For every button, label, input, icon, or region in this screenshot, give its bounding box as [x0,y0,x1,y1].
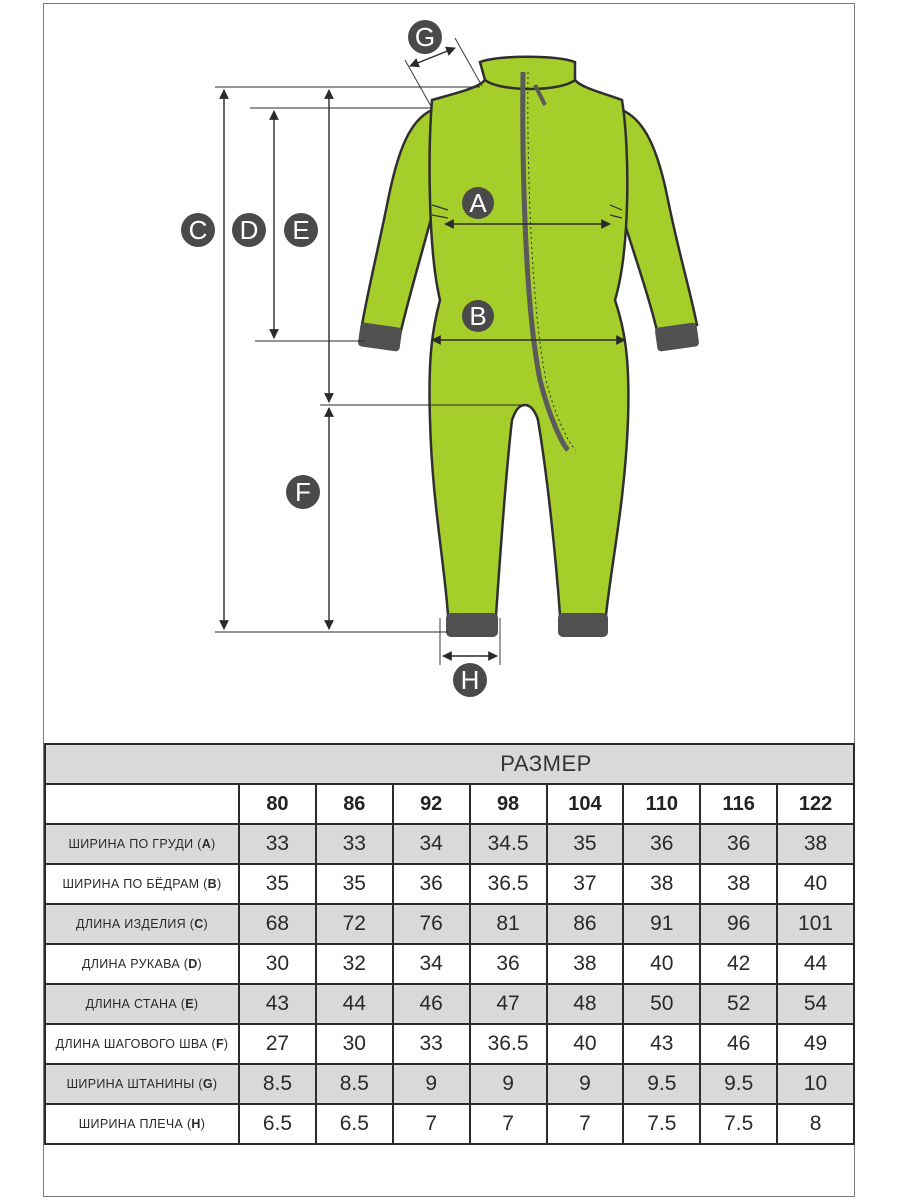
table-cell: 36 [700,824,777,864]
table-cell: 35 [547,824,624,864]
table-cell: 50 [623,984,700,1024]
measurement-label [45,904,239,944]
marker-c [181,213,215,247]
measurement-label-text: ДЛИНА СТАНА ( [85,997,186,1011]
table-cell: 52 [700,984,777,1024]
table-cell: 7 [547,1104,624,1144]
measurement-label-text: ШИРИНА ШТАНИНЫ ( [66,1077,203,1091]
table-row [45,1024,854,1064]
table-cell: 81 [470,904,547,944]
table-cell: 68 [239,904,316,944]
table-cell: 6.5 [316,1104,393,1144]
measurement-label [45,864,239,904]
measurement-label-text: ШИРИНА ПО ГРУДИ ( [68,837,202,851]
table-cell: 54 [777,984,854,1024]
marker-f-label: F [295,477,311,507]
table-cell: 9 [547,1064,624,1104]
measurement-label-letter: H [191,1117,201,1131]
table-cell: 91 [623,904,700,944]
table-cell: 96 [700,904,777,944]
table-cell: 38 [777,824,854,864]
table-cell: 10 [777,1064,854,1104]
measurement-label-letter: C [194,917,204,931]
table-row [45,1064,854,1104]
marker-c-label: C [188,215,208,245]
table-cell: 34 [393,944,470,984]
size-table [44,743,855,1145]
header-spacer [45,744,239,784]
marker-g [408,20,442,54]
measurement-label-text: ШИРИНА ПЛЕЧА ( [78,1117,192,1131]
table-cell: 44 [777,944,854,984]
measurement-label [45,824,239,864]
table-cell: 9.5 [623,1064,700,1104]
size-column-header: 122 [777,784,854,824]
measurement-label-letter: G [202,1077,213,1091]
measurement-label-text: ШИРИНА ПО БЁДРАМ ( [62,877,208,891]
marker-g-label: G [414,22,436,52]
table-cell: 7.5 [700,1104,777,1144]
measurement-label-text: ДЛИНА ИЗДЕЛИЯ ( [76,917,195,931]
measurement-label-letter: B [207,877,217,891]
table-cell: 38 [700,864,777,904]
measurement-label-letter: F [215,1037,224,1051]
table-cell: 7.5 [623,1104,700,1144]
size-header: РАЗМЕР [239,744,854,784]
table-cell: 40 [777,864,854,904]
size-column-header: 92 [393,784,470,824]
measurement-label-close: ) [193,997,199,1011]
table-cell: 34 [393,824,470,864]
table-cell: 72 [316,904,393,944]
table-cell: 27 [239,1024,316,1064]
measurement-label-text: ДЛИНА ШАГОВОГО ШВА ( [55,1037,216,1051]
size-column-header: 98 [470,784,547,824]
table-cell: 44 [316,984,393,1024]
measurement-label-close: ) [216,877,222,891]
table-cell: 76 [393,904,470,944]
table-cell: 36 [393,864,470,904]
table-cell: 43 [239,984,316,1024]
table-cell: 35 [316,864,393,904]
measurement-label-close: ) [211,837,216,851]
size-column-header: 110 [623,784,700,824]
measurement-label [45,1104,239,1144]
measurement-label [45,984,239,1024]
table-cell: 9 [470,1064,547,1104]
table-cell: 38 [623,864,700,904]
size-column-header: 116 [700,784,777,824]
sizes-row-label [45,784,239,824]
table-cell: 34.5 [470,824,547,864]
table-row [45,904,854,944]
marker-d-label: D [239,215,259,245]
table-cell: 49 [777,1024,854,1064]
table-cell: 48 [547,984,624,1024]
marker-e [284,213,318,247]
table-cell: 46 [700,1024,777,1064]
table-cell: 9 [393,1064,470,1104]
marker-a [462,187,494,219]
table-cell: 35 [239,864,316,904]
table-cell: 33 [239,824,316,864]
table-cell: 86 [547,904,624,944]
measurement-label-close: ) [212,1077,218,1091]
table-cell: 36 [470,944,547,984]
table-cell: 40 [547,1024,624,1064]
size-column-header: 86 [316,784,393,824]
table-cell: 101 [777,904,854,944]
jumpsuit-illustration [358,57,700,637]
measurement-label-text: ДЛИНА РУКАВА ( [81,957,189,971]
table-cell: 9.5 [700,1064,777,1104]
table-cell: 38 [547,944,624,984]
table-header-row [45,744,854,784]
size-column-header: 104 [547,784,624,824]
marker-h [453,663,487,697]
measurement-label [45,1064,239,1104]
table-cell: 6.5 [239,1104,316,1144]
table-cell: 36.5 [470,864,547,904]
table-cell: 30 [316,1024,393,1064]
marker-h-label: H [460,665,480,695]
table-cell: 36 [623,824,700,864]
marker-b [462,300,494,332]
marker-a-label: A [469,188,487,218]
table-row [45,1104,854,1144]
measurement-label-close: ) [197,957,202,971]
measurement-label-close: ) [223,1037,229,1051]
table-cell: 42 [700,944,777,984]
table-cell: 43 [623,1024,700,1064]
table-cell: 8.5 [239,1064,316,1104]
marker-f [286,475,320,509]
marker-e-label: E [292,215,310,245]
measurement-label [45,1024,239,1064]
measurement-label [45,944,239,984]
table-cell: 37 [547,864,624,904]
table-cell: 7 [470,1104,547,1144]
table-cell: 8 [777,1104,854,1144]
table-cell: 30 [239,944,316,984]
marker-b-label: B [469,301,487,331]
table-cell: 32 [316,944,393,984]
measurement-label-letter: D [188,957,198,971]
measurement-label-letter: E [185,997,194,1011]
marker-d [232,213,266,247]
size-column-header: 80 [239,784,316,824]
table-row [45,864,854,904]
table-cell: 8.5 [316,1064,393,1104]
table-cell: 36.5 [470,1024,547,1064]
table-cell: 40 [623,944,700,984]
measurement-label-letter: A [201,837,212,851]
sizes-row [45,784,854,824]
table-cell: 7 [393,1104,470,1144]
table-cell: 33 [393,1024,470,1064]
measurement-label-close: ) [200,1117,206,1131]
table-row [45,944,854,984]
table-row [45,824,854,864]
table-cell: 46 [393,984,470,1024]
table-cell: 33 [316,824,393,864]
table-row [45,984,854,1024]
table-cell: 47 [470,984,547,1024]
measurement-label-close: ) [203,917,208,931]
